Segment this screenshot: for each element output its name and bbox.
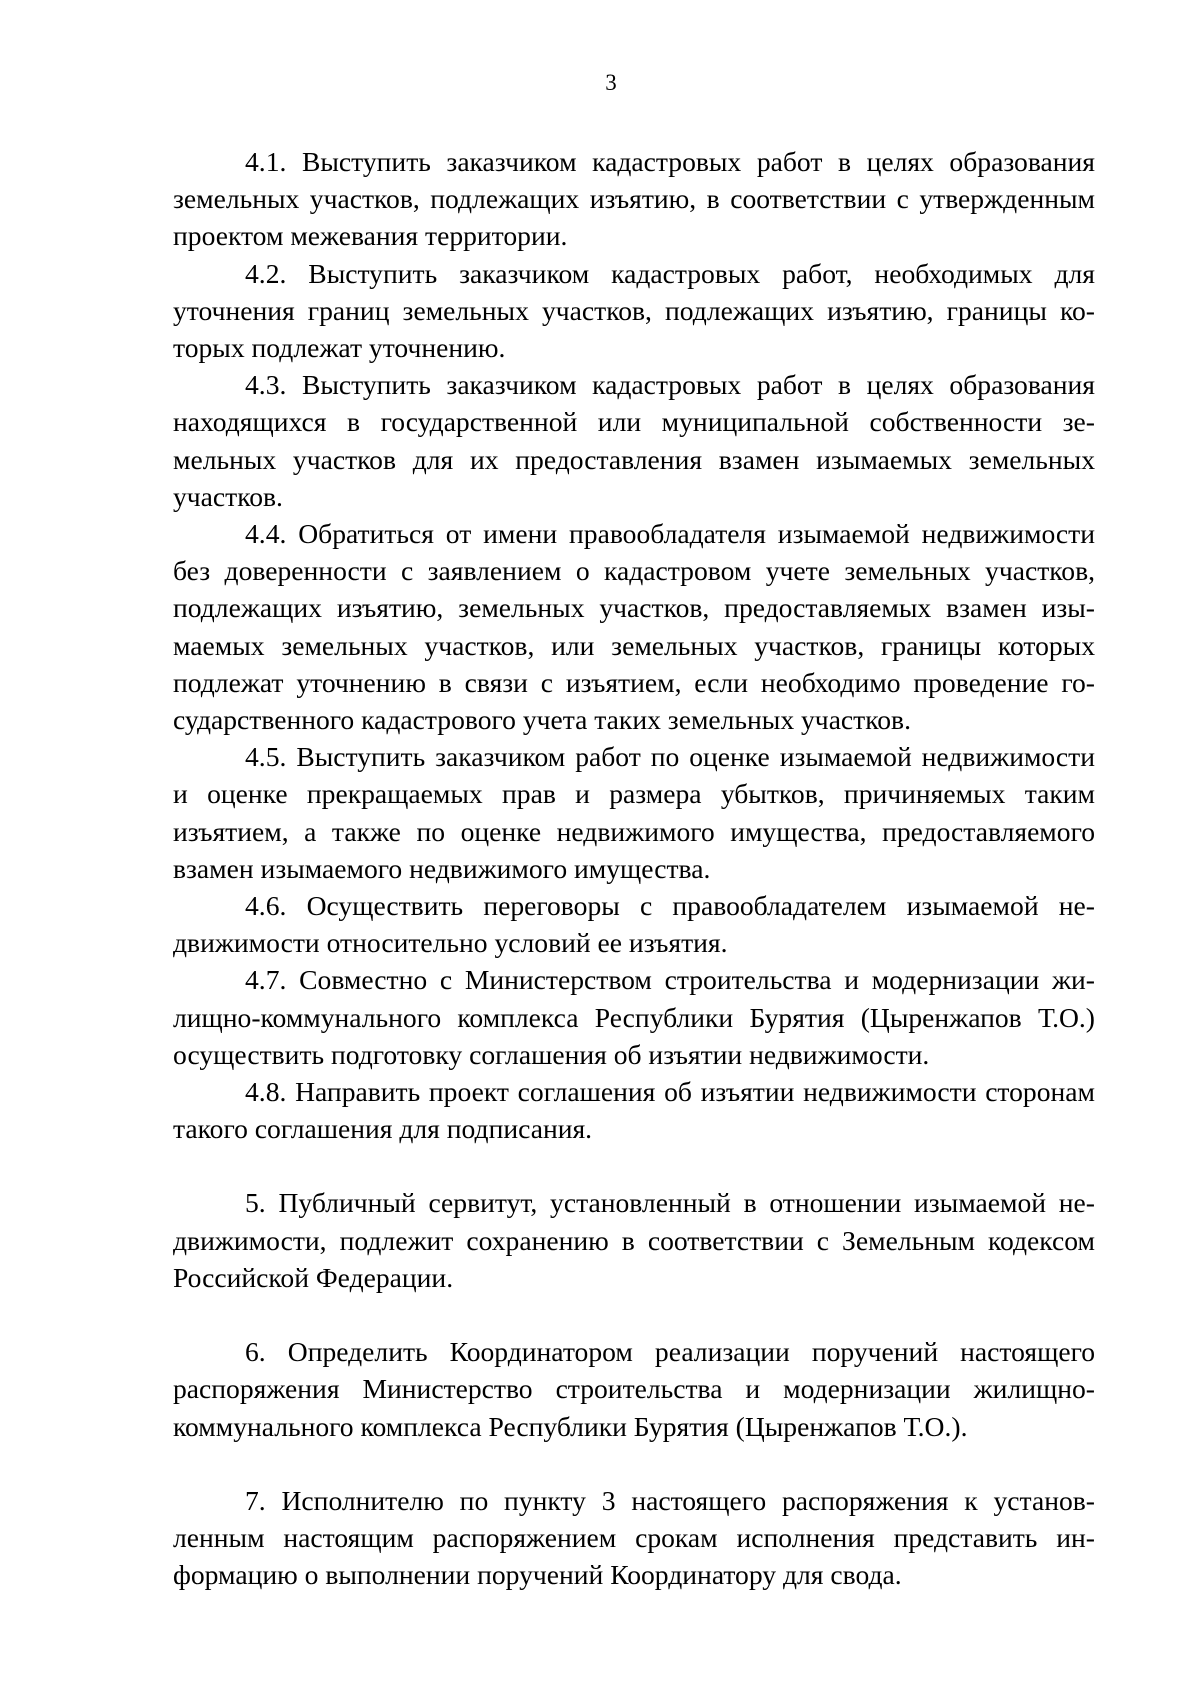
paragraph-4-6: 4.6. Осуществить переговоры с правообладателем изымаемой недвижимости относительно условий ее изъятия. <box>173 890 1095 959</box>
paragraph-4-4: 4.4. Обратиться от имени правообладателя изымаемой недвижимости без доверенности с заявлением о кадастровом учете земельных участков, подлежащих изъятию, земельных участков, предоставляемых взамен изымаемых земельных участков, или земельных участков, границы которых подлежат уточнению в связи с изъятием, если необходимо проведение государственного кадастрового учета таких земельных участков. <box>173 518 1095 736</box>
paragraph-7: 7. Исполнителю по пункту 3 настоящего распоряжения к установленным настоящим распоряжением срокам исполнения представить информацию о выполнении поручений Координатору для свода. <box>173 1484 1095 1591</box>
document-body <box>173 143 1095 1593</box>
paragraph-4-3: 4.3. Выступить заказчиком кадастровых работ в целях образования находящихся в государственной или муниципальной собственности земельных участков для их предоставления взамен изымаемых земельных участков. <box>173 369 1095 512</box>
paragraph-6: 6. Определить Координатором реализации поручений настоящего распоряжения Министерство строительства и модернизации жилищно-коммунального комплекса Республики Бурятия (Цыренжапов Т.О.). <box>173 1336 1095 1442</box>
paragraph-5: 5. Публичный сервитут, установленный в отношении изымаемой недвижимости, подлежит сохранению в соответствии с Земельным кодексом Российской Федерации. <box>173 1187 1095 1293</box>
page-number: 3 <box>605 70 617 95</box>
paragraph-4-2: 4.2. Выступить заказчиком кадастровых работ, необходимых для уточнения границ земельных участков, подлежащих изъятию, границы которых подлежат уточнению. <box>173 257 1095 364</box>
paragraph-4-8: 4.8. Направить проект соглашения об изъятии недвижимости сторонам такого соглашения для подписания. <box>173 1076 1095 1145</box>
paragraph-4-7: 4.7. Совместно с Министерством строительства и модернизации жилищно-коммунального комплекса Республики Бурятия (Цыренжапов Т.О.) осуществить подготовку соглашения об изъятии недвижимости. <box>173 964 1095 1070</box>
paragraph-4-5: 4.5. Выступить заказчиком работ по оценке изымаемой недвижимости и оценке прекращаемых прав и размера убытков, причиняемых таким изъятием, а также по оценке недвижимого имущества, предоставляемого взамен изымаемого недвижимого имущества. <box>173 741 1095 884</box>
paragraph-4-1: 4.1. Выступить заказчиком кадастровых работ в целях образования земельных участков, подлежащих изъятию, в соответствии с утвержденным проектом межевания территории. <box>173 146 1095 252</box>
